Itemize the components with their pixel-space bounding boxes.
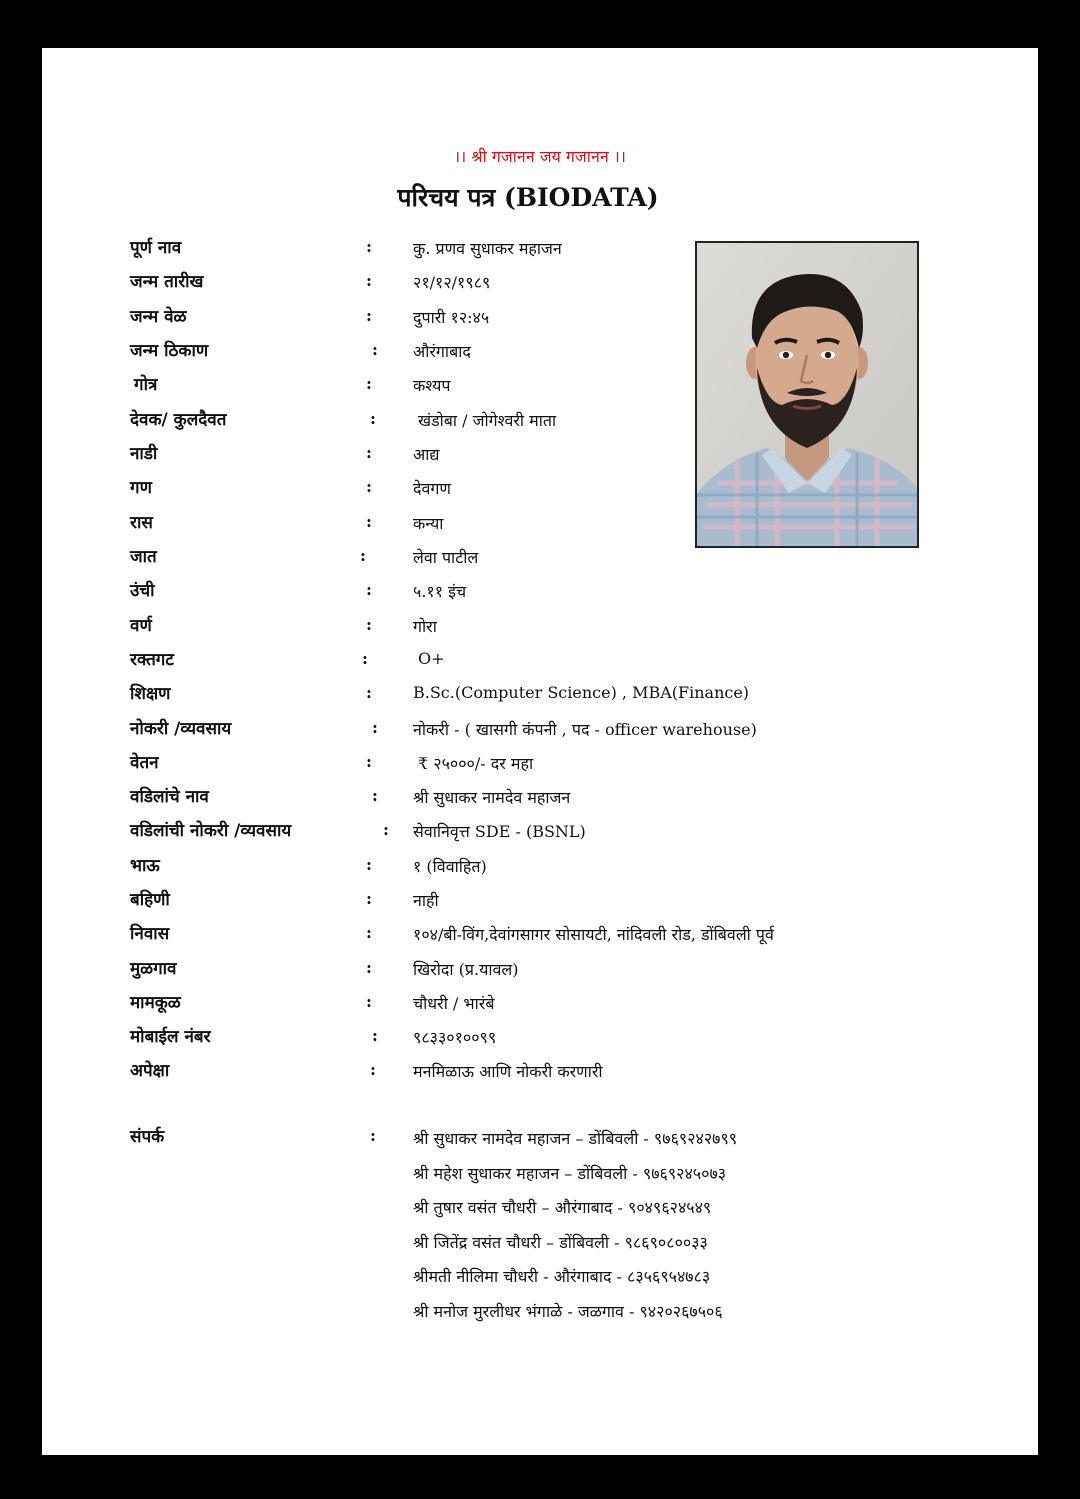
field-label-native-village: मुळगाव: [130, 959, 177, 979]
contact-entry: श्री जितेंद्र वसंत चौधरी – डोंबिवली - ९८६९०८००३३: [413, 1233, 708, 1252]
field-separator: :: [366, 237, 372, 256]
field-label-birth-date: जन्म तारीख: [130, 272, 204, 292]
contact-entry: श्री सुधाकर नामदेव महाजन – डोंबिवली - ९७६९२४२७९९: [413, 1129, 738, 1148]
field-separator: :: [370, 409, 376, 428]
field-value-caste: लेवा पाटील: [413, 548, 479, 567]
field-separator: :: [372, 1026, 378, 1045]
contact-entry: श्री महेश सुधाकर महाजन – डोंबिवली - ९७६९२४५०७३: [413, 1164, 727, 1183]
contact-entry: श्री मनोज मुरलीधर भंगाळे - जळगाव - ९४२०२६७५०६: [413, 1302, 723, 1321]
field-label-caste: जात: [130, 547, 157, 567]
field-value-mobile: ९८३३०१००९९: [413, 1028, 497, 1047]
contact-label: संपर्क: [130, 1127, 165, 1147]
field-separator: :: [366, 923, 372, 942]
field-separator: :: [362, 649, 368, 668]
field-separator: :: [366, 374, 372, 393]
field-value-father-occupation: सेवानिवृत्त SDE - (BSNL): [413, 822, 586, 841]
field-separator: :: [366, 752, 372, 771]
field-label-complexion: वर्ण: [130, 616, 152, 636]
field-label-mobile: मोबाईल नंबर: [130, 1027, 211, 1047]
field-value-father-name: श्री सुधाकर नामदेव महाजन: [413, 788, 571, 807]
field-value-salary: ₹ २५०००/- दर महा: [418, 754, 534, 773]
field-value-occupation: नोकरी - ( खासगी कंपनी , पद - officer warehouse): [413, 720, 757, 739]
field-separator: :: [372, 786, 378, 805]
field-separator: :: [372, 718, 378, 737]
field-label-birth-time: जन्म वेळ: [130, 307, 187, 327]
portrait-illustration: [697, 243, 917, 546]
field-label-ras: रास: [130, 513, 153, 533]
field-separator: :: [366, 855, 372, 874]
field-value-birth-place: औरंगाबाद: [413, 342, 471, 361]
field-value-ras: कन्या: [413, 514, 444, 533]
field-separator: :: [366, 992, 372, 1011]
field-separator: :: [370, 1126, 376, 1145]
field-separator: :: [366, 958, 372, 977]
field-separator: :: [366, 271, 372, 290]
field-label-salary: वेतन: [130, 753, 159, 773]
field-label-brothers: भाऊ: [130, 856, 160, 876]
field-value-gan: देवगण: [413, 479, 451, 498]
field-label-occupation: नोकरी /व्यवसाय: [130, 719, 232, 739]
field-label-devak-kuldaivat: देवक/ कुलदैवत: [130, 410, 227, 430]
field-label-gotra: गोत्र: [134, 375, 158, 395]
field-separator: :: [366, 615, 372, 634]
field-value-mamkul: चौधरी / भारंबे: [413, 994, 495, 1013]
field-label-mamkul: मामकूळ: [130, 993, 181, 1013]
field-value-birth-time: दुपारी १२:४५: [413, 308, 490, 327]
field-label-father-name: वडिलांचे नाव: [130, 787, 209, 807]
field-separator: :: [372, 340, 378, 359]
field-value-native-village: खिरोदा (प्र.यावल): [413, 960, 519, 979]
field-value-sisters: नाही: [413, 891, 439, 910]
field-label-residence: निवास: [130, 924, 170, 944]
field-separator: :: [366, 683, 372, 702]
field-label-nadi: नाडी: [130, 444, 158, 464]
field-separator: :: [366, 580, 372, 599]
field-label-blood-group: रक्तगट: [130, 650, 174, 670]
field-value-residence: १०४/बी-विंग,देवांगसागर सोसायटी, नांदिवली रोड, डोंबिवली पूर्व: [413, 925, 774, 944]
field-separator: :: [366, 512, 372, 531]
field-label-father-occupation: वडिलांची नोकरी /व्यवसाय: [130, 821, 292, 841]
field-separator: :: [366, 889, 372, 908]
field-label-expectations: अपेक्षा: [130, 1061, 170, 1081]
field-label-birth-place: जन्म ठिकाण: [130, 341, 209, 361]
field-label-full-name: पूर्ण नाव: [130, 238, 182, 258]
field-separator: :: [370, 1060, 376, 1079]
field-value-birth-date: २१/१२/१९८९: [413, 273, 491, 292]
field-value-complexion: गोरा: [413, 617, 437, 636]
profile-photo: [695, 241, 919, 548]
invocation-header: ।। श्री गजानन जय गजानन ।।: [454, 147, 626, 166]
field-separator: :: [366, 443, 372, 462]
field-value-expectations: मनमिळाऊ आणि नोकरी करणारी: [413, 1062, 603, 1081]
field-label-height: उंची: [130, 581, 155, 601]
contact-entry: श्रीमती नीलिमा चौधरी - औरंगाबाद - ८३५६९५४७८३: [413, 1267, 711, 1286]
field-separator: :: [383, 820, 389, 839]
field-value-education: B.Sc.(Computer Science) , MBA(Finance): [413, 683, 750, 702]
field-label-sisters: बहिणी: [130, 890, 170, 910]
page-title: परिचय पत्र (BIODATA): [397, 183, 659, 212]
field-value-height: ५.११ इंच: [413, 582, 467, 601]
field-value-full-name: कु. प्रणव सुधाकर महाजन: [413, 239, 562, 258]
contact-entry: श्री तुषार वसंत चौधरी – औरंगाबाद - ९०४९६२४५४९: [413, 1198, 712, 1217]
field-value-brothers: १ (विवाहित): [413, 857, 487, 876]
field-value-blood-group: O+: [418, 649, 445, 668]
field-value-devak-kuldaivat: खंडोबा / जोगेश्वरी माता: [418, 411, 557, 430]
field-value-nadi: आद्य: [413, 445, 440, 464]
field-value-gotra: कश्यप: [413, 376, 451, 395]
field-separator: :: [360, 546, 366, 565]
field-label-education: शिक्षण: [130, 684, 171, 704]
field-label-gan: गण: [130, 478, 152, 498]
field-separator: :: [366, 306, 372, 325]
field-separator: :: [366, 477, 372, 496]
